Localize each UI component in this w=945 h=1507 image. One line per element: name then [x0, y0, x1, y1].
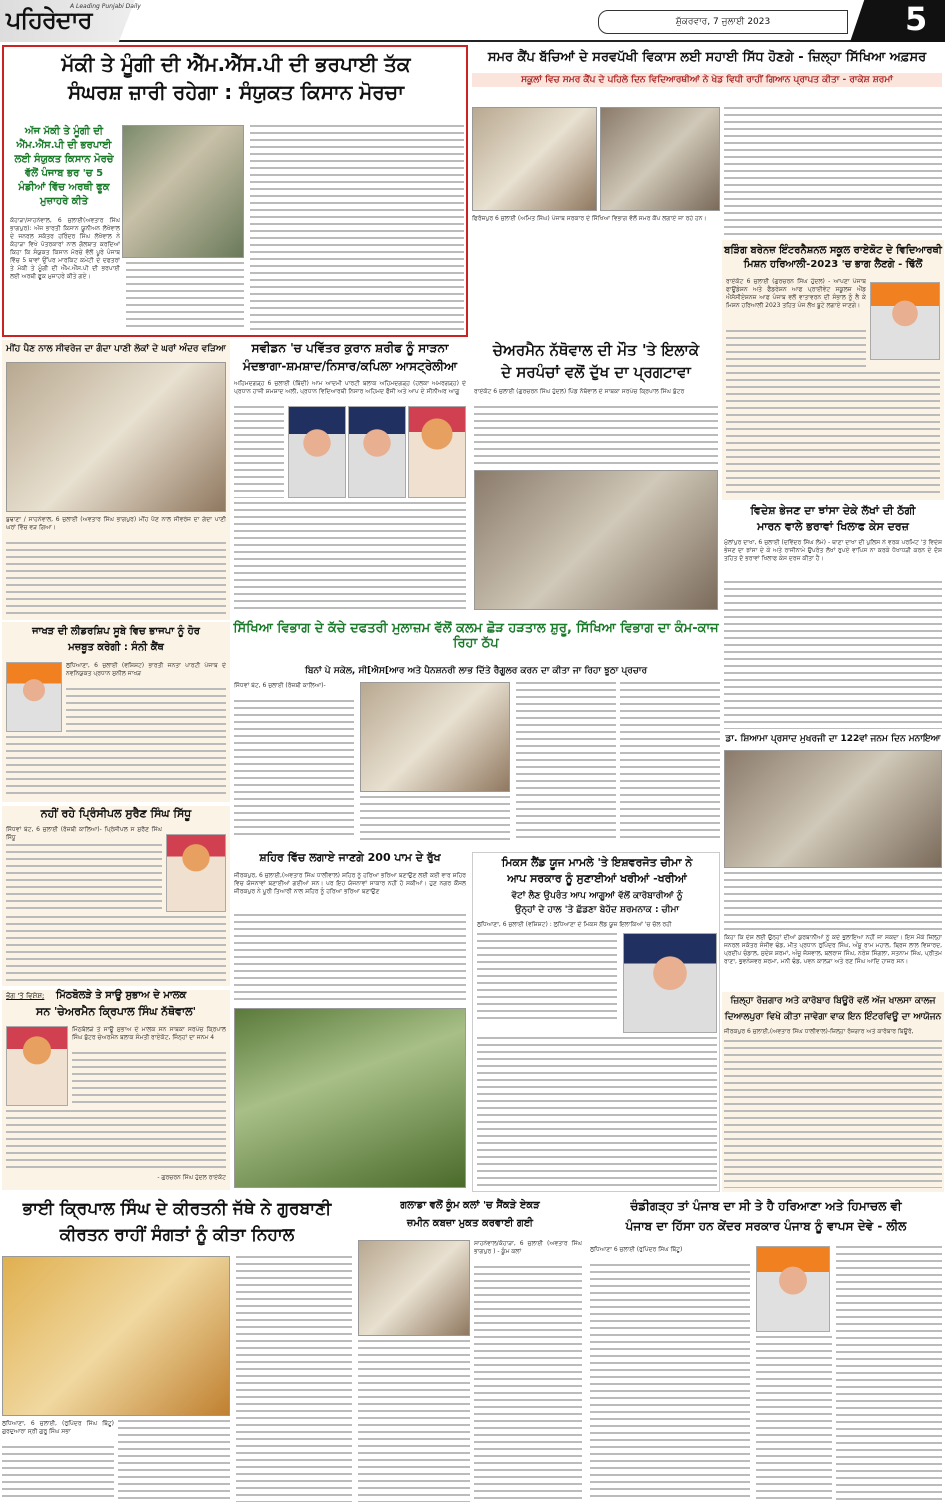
- article-body-cont: [474, 406, 718, 466]
- headline: ਮਿਕਸ ਲੈਂਡ ਯੂਜ ਮਾਮਲੇ 'ਤੇ ਇਸ਼ਵਰਜੋਤ ਚੀਮਾ ਨੇ: [501, 856, 693, 869]
- headline: ਗਲਾਡਾ ਵਲੋਂ ਕੂੰਮ ਕਲਾਂ 'ਚ ਸੈਂਕੜੇ ਏਕੜ: [400, 1200, 540, 1211]
- article-body: ਰਾਏਕੋਟ 6 ਜੁਲਾਈ (ਗੁਰਚਰਨ ਸਿੰਘ ਹੁੰਦਲ) - ਆਪਣਾ ਪੰਜਾਬ ਫਾਊਂਡੇਸ਼ਨ ਅਤੇ ਫੈਡਰੇਸ਼ਨ ਆਫ ਪ੍ਰਾਈਵੇਟ ਸਕੂਲਜ਼ ਐਂਡ ਐਸੋਸੀਏਸ਼ਨਜ਼ ਆਫ ਪੰਜਾਬ ਵਲੋਂ ਵਾਤਾਵਰਨ ਦੀ ਸੰਭਾਲ ਨੂੰ ਲੈ ਕੇ ਮਿਸ਼ਨ ਹਰਿਆਲੀ 2023 ਤਹਿਤ ਪੰਜ ਲੱਖ ਬੂਟੇ ਲਗਾਏ ਜਾਣਗੇ।: [726, 278, 866, 309]
- subhead-line2: ਉਨ੍ਹਾਂ ਦੇ ਹਾਲ 'ਤੇ ਛੱਡਣਾ ਬੇਹੱਦ ਸ਼ਰਮਨਾਕ : ਚੀਮਾ: [515, 905, 679, 915]
- article-body-cont: [590, 1264, 750, 1502]
- article-body-cont: [126, 262, 244, 332]
- headline: ਨਹੀਂ ਰਹੇ ਪ੍ਰਿੰਸੀਪਲ ਸੁਰੈਣ ਸਿੰਘ ਸਿੱਧੂ: [40, 807, 192, 820]
- article-body-col3: [236, 1256, 352, 1502]
- article-body: ਲੁਧਿਆਣਾ 6 ਜੁਲਾਈ (ਰੁਪਿੰਦਰ ਸਿੰਘ ਬਿੱਟੂ): [590, 1246, 683, 1253]
- article-videsh-fraud: [722, 505, 944, 730]
- page-number: 5: [905, 0, 928, 38]
- portrait-leel: [756, 1246, 830, 1332]
- subhead: ਬਿਨਾਂ ਪੇ ਸਕੇਲ, ਸੀ[ਐਸ[ਆਰ ਅਤੇ ਪੈਨਸ਼ਨਰੀ ਲਾਭ ਦਿੱਤੇ ਰੈਗੂਲਰ ਕਰਨ ਦਾ ਕੀਤਾ ਜਾ ਰਿਹਾ ਝੂਠਾ ਪ੍ਰਚਾਰ: [304, 666, 648, 676]
- article-body-cont2: [6, 1110, 226, 1170]
- headline: ਮੀਂਹ ਪੈਣ ਨਾਲ ਸੀਵਰੇਜ ਦਾ ਗੰਦਾ ਪਾਣੀ ਲੋਕਾਂ ਦੇ ਘਰਾਂ ਅੰਦਰ ਵੜਿਆ: [6, 344, 226, 354]
- portrait-nisar: [348, 406, 406, 498]
- article-body-col2: [360, 796, 510, 840]
- article-body-cont: [724, 581, 942, 729]
- article-body-right: [724, 107, 942, 235]
- article-shyama-prasad: [722, 734, 944, 988]
- tagline: A Leading Punjabi Daily: [70, 3, 141, 10]
- article-body-col: [234, 406, 284, 498]
- headline-line2: ਦਿਆਲਪੁਰਾ ਵਿਖੇ ਕੀਤਾ ਜਾਵੇਗਾ ਵਾਕ ਇਨ ਇੰਟਰਵਿਊ ਦਾ ਆਯੋਜਨ: [724, 1012, 942, 1022]
- article-body: ਫਿਰੋਜ਼ਪੁਰ 6 ਜੁਲਾਈ (ਅਮਿਤ ਸਿੰਘ) ਪੰਜਾਬ ਸਰਕਾਰ ਦੇ ਸਿੱਖਿਆ ਵਿਭਾਗ ਵੱਲੋਂ ਸਮਰ ਕੈਂਪ ਲਗਾਏ ਜਾ ਰਹੇ ਹਨ।: [472, 215, 707, 222]
- headline: ਸਮਰ ਕੈਂਪ ਬੱਚਿਆਂ ਦੇ ਸਰਵਪੱਖੀ ਵਿਕਾਸ ਲਈ ਸਹਾਈ ਸਿੱਧ ਹੋਣਗੇ - ਜ਼ਿਲ੍ਹਾ ਸਿੱਖਿਆ ਅਫ਼ਸਰ: [487, 50, 927, 65]
- article-body-cont: [726, 330, 866, 370]
- headline: ਚੇਅਰਮੈਨ ਨੱਥੋਵਾਲ ਦੀ ਮੌਤ 'ਤੇ ਇਲਾਕੇ: [492, 341, 700, 359]
- article-kirpal-singh-bhog: [2, 990, 230, 1190]
- headline: ਜ਼ਿਲ੍ਹਾ ਰੋਜ਼ਗਾਰ ਅਤੇ ਕਾਰੋਬਾਰ ਬਿਊਰੋ ਵਲੋਂ ਅੱਜ ਖਾਲਸਾ ਕਾਲਜ: [730, 996, 936, 1006]
- palm-trees-photo: [234, 1008, 466, 1188]
- headline-line2: ਮਜ਼ਬੂਤ ਕਰੇਗੀ : ਸੰਨੀ ਕੈਂਥ: [68, 642, 164, 653]
- headline-line2: ਆਪ ਸਰਕਾਰ ਨੂੰ ਸੁਣਾਈਆਂ ਖਰੀਆਂ -ਖਰੀਆਂ: [507, 872, 687, 885]
- headline-line2: ਜ਼ਮੀਨ ਕਬਜ਼ਾ ਮੁਕਤ ਕਰਵਾਈ ਗਈ: [406, 1218, 534, 1229]
- headline: ਸਵੀਡਨ 'ਚ ਪਵਿੱਤਰ ਕੁਰਾਨ ਸ਼ਰੀਫ ਨੂੰ ਸਾੜਨਾ: [251, 341, 449, 355]
- strike-photo: [360, 682, 510, 792]
- article-palm-trees: [232, 852, 468, 1192]
- article-body-col4: [620, 682, 720, 840]
- article-body: ਬੁਢਾਣਾ / ਸਾਹਨੇਵਾਲ, 6 ਜੁਲਾਈ (ਅਵਤਾਰ ਸਿੰਘ ਭਾਗਪੁਰ) ਮੀਂਹ ਪੈਣ ਨਾਲ ਸੀਵਰੇਜ ਦਾ ਗੰਦਾ ਪਾਣੀ ਘਰਾਂ ਵਿੱਚ ਵੜ ਗਿਆ।: [6, 516, 226, 531]
- article-body-cont2: [6, 736, 226, 798]
- article-body-cont: [72, 1052, 226, 1108]
- article-summer-camp: [472, 45, 942, 235]
- subhead: ਅੱਜ ਮੱਕੀ ਤੇ ਮੂੰਗੀ ਦੀ ਐੱਮ.ਐੱਸ.ਪੀ ਦੀ ਭਰਪਾਈ ਲਈ ਸੰਯੁਕਤ ਕਿਸਾਨ ਮੋਰਚੇ ਵੱਲੋਂ ਪੰਜਾਬ ਭਰ 'ਚ 5 ਮੰਡੀਆਂ ਵਿੱਚ ਅਰਥੀ ਫੂਕ ਮੁਜ਼ਾਹਰੇ ਕੀਤੇ: [14, 126, 114, 207]
- article-baring-school: [722, 240, 944, 500]
- article-body-col2: [836, 1246, 942, 1502]
- article-surain-sidhu: [2, 806, 230, 986]
- article-body-cont: [234, 502, 466, 610]
- article-sewerage: [2, 340, 230, 620]
- headline-line2: ਪੰਜਾਬ ਦਾ ਹਿੱਸਾ ਹਨ ਕੇਂਦਰ ਸਰਕਾਰ ਪੰਜਾਬ ਨੂੰ ਵਾਪਸ ਦੇਵੇ - ਲੀਲ: [625, 1219, 907, 1233]
- article-body: ਮੁੱਲਾਂਪੁਰ ਦਾਖਾ, 6 ਜੁਲਾਈ (ਦਵਿੰਦਰ ਸਿੰਘ ਲੱਮੇ) - ਥਾਣਾ ਦਾਖਾ ਦੀ ਪੁਲਿਸ ਨੇ ਵਰਕ ਪਰਮਿਟ 'ਤੇ ਵਿਦੇਸ਼ ਭੇਜਣ ਦਾ ਝਾਂਸਾ ਦੇ ਕੇ ਅਤੇ ਰਾਜੀਨਾਮੇ ਉਪਰੰਤ ਲੱਖਾਂ ਰੁਪਏ ਵਾਪਿਸ ਨਾ ਕਰਕੇ ਧੋਖਾਧੜੀ ਕਰਨ ਦੇ ਦੋਸ਼ ਤਹਿਤ ਦੋ ਭਰਾਵਾਂ ਖਿਲਾਫ ਕੇਸ ਦਰਜ ਕੀਤਾ ਹੈ।: [724, 539, 942, 562]
- article-body-cont: [724, 1040, 942, 1188]
- subhead: ਵੋਟਾਂ ਲੈਣ ਉਪਰੰਤ ਆਪ ਆਗੂਆਂ ਵੱਲੋਂ ਕਾਰੋਬਾਰੀਆਂ ਨੂੰ: [511, 891, 683, 901]
- jcb-demolition-photo: [358, 1240, 470, 1336]
- portrait-kirpal-singh: [6, 1026, 68, 1106]
- section-label: ਭੋਗ 'ਤੇ ਵਿਸ਼ੇਸ਼;: [6, 992, 45, 1000]
- article-body: [724, 872, 942, 932]
- headline: ਭਾਈ ਕ੍ਰਿਪਾਲ ਸਿੰਘ ਦੇ ਕੀਰਤਨੀ ਜੱਥੇ ਨੇ ਗੁਰਬਾਣੀ: [22, 1199, 332, 1219]
- birthday-event-photo: [724, 750, 942, 868]
- article-nathowal: [472, 340, 720, 615]
- article-galada: [356, 1196, 584, 1504]
- issue-date: ਸ਼ੁੱਕਰਵਾਰ, 7 ਜੁਲਾਈ 2023: [598, 10, 848, 34]
- article-sweden-quran: [232, 340, 468, 612]
- article-body-cont2: [477, 1037, 717, 1187]
- article-body: ਲੁਧਿਆਣਾ, 6 ਜੁਲਾਈ (ਵਸ਼ਿਸ਼ਟ) : ਲੁਧਿਆਣਾ ਦੇ ਮਿਕਸ ਲੈਂਡ ਯੂਜ਼ ਇਲਾਕਿਆਂ 'ਚ ਚੱਲ ਰਹੀ: [477, 921, 672, 928]
- portrait-sunny-kainth: [6, 662, 62, 732]
- article-body: ਲੁਧਿਆਣਾ, 6 ਜੁਲਾਈ, (ਰੁਪਿੰਦਰ ਸਿੰਘ ਬਿੱਟੂ) ਗੁਰਦੁਆਰਾ ਸ੍ਰੀ ਗੁਰੂ ਸਿੰਘ ਸਭਾ: [2, 1420, 114, 1435]
- headline: ਚੰਡੀਗੜ੍ਹ ਤਾਂ ਪੰਜਾਬ ਦਾ ਸੀ ਤੇ ਹੈ ਹਰਿਆਣਾ ਅਤੇ ਹਿਮਾਚਲ ਵੀ: [630, 1199, 902, 1213]
- article-body: ਸਿੱਧਵਾਂ ਬੇਟ, 6 ਜੁਲਾਈ (ਰੋਜ਼ਬੀ ਕਾਲਿਆ)- ਪ੍ਰਿੰਸੀਪਲ ਸ ਸੁਰੈਣ ਸਿੰਘ ਸਿੱਧੂ: [6, 826, 162, 841]
- headline: ਬੜਿੰਗ ਬਰੇਨਜ਼ ਇੰਟਰਨੈਸ਼ਨਲ ਸਕੂਲ ਰਾਏਕੋਟ ਦੇ ਵਿਦਿਆਰਥੀ ਮਿਸ਼ਨ ਹਰਿਆਲੀ-2023 'ਚ ਭਾਗ ਲੈਣਗੇ - ਢਿੱਲੋਂ: [724, 245, 942, 270]
- sarpanches-group-photo: [474, 470, 718, 610]
- article-body-cont: [234, 700, 354, 840]
- article-body-cont: [66, 688, 226, 734]
- newspaper-logo: ਪਹਿਰੇਦਾਰ: [6, 6, 92, 34]
- article-body: ਮਿੱਠਬੋਲੜੇ ਤੇ ਸਾਊ ਸੁਭਾਅ ਦੇ ਮਾਲਕ ਸਨ ਸਾਬਕਾ ਸਰਪੰਚ ਕ੍ਰਿਪਾਲ ਸਿੰਘ ਬੁੱਟਰ ਚੇਅਰਮੈਨ ਬਲਾਕ ਸੰਮਤੀ ਰਾਏਕੋਟ, ਜਿੰਨ੍ਹਾਂ ਦਾ ਜਨਮ 4: [72, 1026, 226, 1041]
- article-body-col2: [250, 125, 464, 332]
- article-kirtani-jatha: [2, 1196, 352, 1504]
- headline: ਜਾਖੜ ਦੀ ਲੀਡਰਸ਼ਿਪ ਸੂਬੇ ਵਿਚ ਭਾਜਪਾ ਨੂੰ ਹੋਰ: [32, 626, 200, 637]
- headline-line2: ਮਾਰਨ ਵਾਲੇ ਭਰਾਵਾਂ ਖਿਲਾਫ ਕੇਸ ਦਰਜ਼: [757, 520, 909, 533]
- article-kisan-morcha: [2, 45, 468, 337]
- article-body: ਰਾਏਕੋਟ 6 ਜੁਲਾਈ (ਗੁਰਚਰਨ ਸਿੰਘ ਹੁੰਦਲ) ਪਿੰਡ ਨੱਥੋਵਾਲ ਦੇ ਸਾਬਕਾ ਸਰਪੰਚ ਕ੍ਰਿਪਾਲ ਸਿੰਘ ਬੁੱਟਰ: [474, 388, 685, 395]
- portrait-shamshad: [288, 406, 346, 498]
- headline: ਡਾ. ਸ਼ਿਆਮਾ ਪ੍ਰਸਾਦ ਮੁਖਰਜੀ ਦਾ 122ਵਾਂ ਜਨਮ ਦਿਨ ਮਨਾਇਆ: [725, 734, 941, 744]
- article-body-cont2: [6, 916, 226, 982]
- article-chandigarh: [588, 1196, 944, 1504]
- article-body: ਸਿੱਧਵਾਂ ਬੇਟ, 6 ਜੁਲਾਈ (ਰੋਜ਼ਬੀ ਕਾਲਿਆ)-: [234, 682, 326, 689]
- portrait-cheema: [623, 933, 717, 1033]
- article-body-col2: [118, 1420, 230, 1502]
- portrait-surain-sidhu: [166, 834, 226, 912]
- headline: ਸ਼ਹਿਰ ਵਿੱਚ ਲਗਾਏ ਜਾਣਗੇ 200 ਪਾਮ ਦੇ ਰੁੱਖ: [259, 851, 441, 864]
- article-body-col2: [358, 1340, 470, 1502]
- headline: ਸਿੱਖਿਆ ਵਿਭਾਗ ਦੇ ਕੱਚੇ ਦਫਤਰੀ ਮੁਲਾਜ਼ਮ ਵੱਲੋਂ ਕਲਮ ਛੋੜ ਹੜਤਾਲ ਸ਼ੁਰੂ, ਸਿੱਖਿਆ ਵਿਭਾਗ ਦਾ ਕੰਮ-ਕਾਜ ਰਿਹਾ ਠੱਪ: [233, 621, 719, 651]
- masthead: [0, 0, 945, 42]
- farmers-protest-photo: [122, 125, 244, 258]
- headline-line2: ਕੀਰਤਨ ਰਾਹੀਂ ਸੰਗਤਾਂ ਨੂੰ ਕੀਤਾ ਨਿਹਾਲ: [59, 1225, 295, 1245]
- headline-line2: ਸਨ 'ਚੇਅਰਮੈਨ ਕ੍ਰਿਪਾਲ ਸਿੰਘ ਨੱਥੋਵਾਲ': [36, 1005, 196, 1018]
- article-body: ਸਾਹਨੇਵਾਲ/ਕੋਹਾੜਾ, 6 ਜੁਲਾਈ (ਅਵਤਾਰ ਸਿੰਘ ਭਾਗਪੁਰ ) - ਕੂੰਮ ਕਲਾਂ: [474, 1240, 582, 1255]
- headline: ਮਿੱਠਬੋਲੜੇ ਤੇ ਸਾਊ ਸੁਭਾਅ ਦੇ ਮਾਲਕ: [56, 990, 187, 1001]
- article-body: ਅਹਿਮਦਗੜ੍ਹ 6 ਜੁਲਾਈ (ਬਿੰਦੀ) ਆਮ ਆਦਮੀ ਪਾਰਟੀ ਬਲਾਕ ਅਹਿਮਦਗੜ੍ਹ (ਹਲਕਾ ਅਮਰਗੜ੍ਹ) ਦੇ ਪ੍ਰਧਾਨ ਹਾਜੀ ਸ਼ਮਸ਼ਾਦ ਅਲੀ, ਪ੍ਰਧਾਨ ਵਿਦਿਆਰਥੀ ਨਿਸਾਰ ਅਹਿਮਦ ਫੌਜੀ ਅਤੇ ਆਪ ਦੇ ਸੀਨੀਅਰ ਆਗੂ: [234, 380, 466, 395]
- article-body-cont: [6, 844, 162, 914]
- article-jakhar: [2, 622, 230, 802]
- sewerage-photo: [6, 362, 226, 512]
- byline: - ਗੁਰਚਰਨ ਸਿੰਘ ਹੁੰਦਲ ਰਾਏਕੋਟ: [157, 1174, 226, 1181]
- article-body-cont: ਕਿਹਾ ਕਿ ਦੇਸ਼ ਲਈ ਉਨ੍ਹਾਂ ਦੀਆਂ ਕੁਰਬਾਨੀਆਂ ਨੂੰ ਕਦੇ ਭੁਲਾਇਆ ਨਹੀਂ ਜਾ ਸਕਦਾ। ਇਸ ਮੌਕੇ ਜ਼ਿਲ੍ਹਾ ਜਨਰਲ ਸਕੱਤਰ ਸੰਜੀਵ ਢੰਡ, ਮੀਤ ਪ੍ਰਧਾਨ ਰੁਪਿੰਦਰ ਸਿੰਘ, ਅੰਸ਼ੂ ਰਾਮ ਮਹਾਲ, ਬ੍ਰਿਜ ਲਾਲ ਵਿਸ਼ਾਰਦ, ਪ੍ਰਦੀਪ ਚੰਡਾਲ, ਸੁਦੇਸ਼ ਸ਼ਰਮਾਂ, ਅੰਜੂ ਜੋਸ਼ਵਾਲ, ਬਲਰਾਜ ਸਿੰਘ, ਨਰੇਸ਼ ਸਿੰਗਲਾ, ਸਤਨਾਮ ਸਿੰਘ, ਪ੍ਰੀਤਮ ਰਾਣਾ, ਭੁਵਨੇਸ਼ਵਰ ਸ਼ਰਮਾ, ਮਨੀ ਢੰਡ, ਪਵਨ ਕਾਲੜਾ ਅਤੇ ਰਣ ਸਿੰਘ ਆਦਿ ਹਾਜ਼ਰ ਸਨ।: [724, 934, 942, 965]
- article-rozgar: [722, 992, 944, 1192]
- article-body-cont: [477, 933, 617, 1023]
- author-portrait: [870, 282, 940, 360]
- subhead: ਸਕੂਲਾਂ ਵਿਚ ਸਮਰ ਕੈਂਪ ਦੇ ਪਹਿਲੇ ਦਿਨ ਵਿਦਿਆਰਥੀਆਂ ਨੇ ਖੇਡ ਵਿਧੀ ਰਾਹੀਂ ਗਿਆਨ ਪ੍ਰਾਪਤ ਕੀਤਾ - ਰਾਕੇਸ਼ ਸ਼ਰਮਾਂ: [472, 73, 942, 87]
- article-body-cont: [2, 1446, 114, 1502]
- article-body-cont: [234, 914, 466, 1004]
- camp-photo-2: [600, 107, 720, 211]
- headline: ਮੱਕੀ ਤੇ ਮੂੰਗੀ ਦੀ ਐੱਮ.ਐੱਸ.ਪੀ ਦੀ ਭਰਪਾਈ ਤੱਕ: [61, 52, 411, 76]
- headline-line2: ਮੰਦਭਾਗਾ-ਸ਼ਮਸ਼ਾਦ/ਨਿਸਾਰ/ਕਪਿਲਾ ਆਸਟ੍ਰੇਲੀਆ: [242, 359, 458, 373]
- portrait-kapila: [408, 406, 466, 498]
- headline-line2: ਦੇ ਸਰਪੰਚਾਂ ਵਲੋਂ ਦੁੱਖ ਦਾ ਪ੍ਰਗਟਾਵਾ: [501, 363, 691, 381]
- article-sikhia-vibhag: [232, 618, 720, 848]
- article-body-cont: [474, 1266, 582, 1502]
- article-body-cont2: [726, 372, 940, 498]
- headline-line2: ਸੰਘਰਸ਼ ਜ਼ਾਰੀ ਰਹੇਗਾ : ਸੰਯੁਕਤ ਕਿਸਾਨ ਮੋਰਚਾ: [67, 80, 404, 104]
- article-body-cont: [6, 542, 226, 616]
- kirtan-photo: [2, 1256, 230, 1416]
- page-number-panel: [850, 0, 945, 42]
- article-body-col3: [516, 682, 616, 840]
- article-cheema: [472, 852, 720, 1192]
- article-body: ਜੀਰਕਪੁਰ 6 ਜੁਲਾਈ,(ਅਵਤਾਰ ਸਿੰਘ ਧਾਲੀਵਾਲ)-ਜ਼ਿਲ੍ਹਾ ਰੋਜ਼ਗਾਰ ਅਤੇ ਕਾਰੋਬਾਰ ਬਿਊਰੋ,: [724, 1028, 914, 1035]
- camp-photo-1: [472, 107, 597, 211]
- article-body: ਕੋਹਾੜਾ/ਸਾਹਨੇਵਾਲ, 6 ਜੁਲਾਈ(ਅਵਤਾਰ ਸਿੰਘ ਭਾਗਪੁਰ): ਅੱਜ ਭਾਰਤੀ ਕਿਸਾਨ ਯੂਨੀਅਨ ਲੱਖੋਵਾਲ ਦੇ ਜਨਰਲ ਸਕੱਤਰ ਹਰਿੰਦਰ ਸਿੰਘ ਲੱਖੋਵਾਲ ਨੇ ਕੋਹਾੜਾ ਵਿਖੇ ਪੱਤਰਕਾਰਾਂ ਨਾਲ ਗੱਲਬਾਤ ਕਰਦਿਆਂ ਕਿਹਾ ਕਿ ਸੰਯੁਕਤ ਕਿਸਾਨ ਮੋਰਚੇ ਵੱਲੋਂ ਪੂਰੇ ਪੰਜਾਬ ਵਿੱਚ 5 ਥਾਵਾਂ ਉੱਪਰ ਮਾਰਕਿਟ ਕਮੇਟੀ ਦੇ ਦਫਤਰਾਂ ਤੇ ਮੱਕੀ ਤੇ ਮੂੰਗੀ ਦੀ ਐੱਮ.ਐੱਸ.ਪੀ ਦੀ ਭਰਪਾਈ ਲਈ ਅਰਥੀ ਫੂਕ ਮੁਜ਼ਾਹਰੇ ਕੀਤੇ ਗਏ।: [10, 217, 120, 280]
- article-body: ਲੁਧਿਆਣਾ, 6 ਜੁਲਾਈ (ਵਸ਼ਿਸ਼ਟ) ਭਾਰਤੀ ਜਨਤਾ ਪਾਰਟੀ ਪੰਜਾਬ ਦੇ ਨਵਨਿਯੁਕਤ ਪ੍ਰਧਾਨ ਸੁਨੀਲ ਜਾਖੜ: [66, 662, 226, 677]
- headline: ਵਿਦੇਸ਼ ਭੇਜਣ ਦਾ ਝਾਂਸਾ ਦੇਕੇ ਲੱਖਾਂ ਦੀ ਠੱਗੀ: [750, 504, 916, 517]
- article-body-col3: [756, 1336, 832, 1502]
- article-body: ਜੀਰਕਪੁਰ, 6 ਜੁਲਾਈ,(ਅਵਤਾਰ ਸਿੰਘ ਧਾਲੀਵਾਲ) ਸ਼ਹਿਰ ਨੂੰ ਹਰਿਆ ਭਰਿਆ ਬਣਾਉਣ ਲਈ ਕਈ ਵਾਰ ਸ਼ਹਿਰ ਵਿਚ ਯੋਜਨਾਵਾਂ ਬਣਾਈਆਂ ਗਈਆਂ ਸਨ। ਪਰ ਇਹ ਯੋਜਨਾਵਾਂ ਸਾਕਾਰ ਨਹੀਂ ਹੋ ਸਕੀਆਂ। ਹੁਣ ਨਗਰ ਕੌਂਸਲ ਜ਼ੀਰਕਪੁਰ ਨੇ ਪੂਰੀ ਤਿਆਰੀ ਨਾਲ ਸ਼ਹਿਰ ਨੂੰ ਹਰਿਆ ਭਰਿਆ ਬਣਾਉਣ: [234, 872, 466, 895]
